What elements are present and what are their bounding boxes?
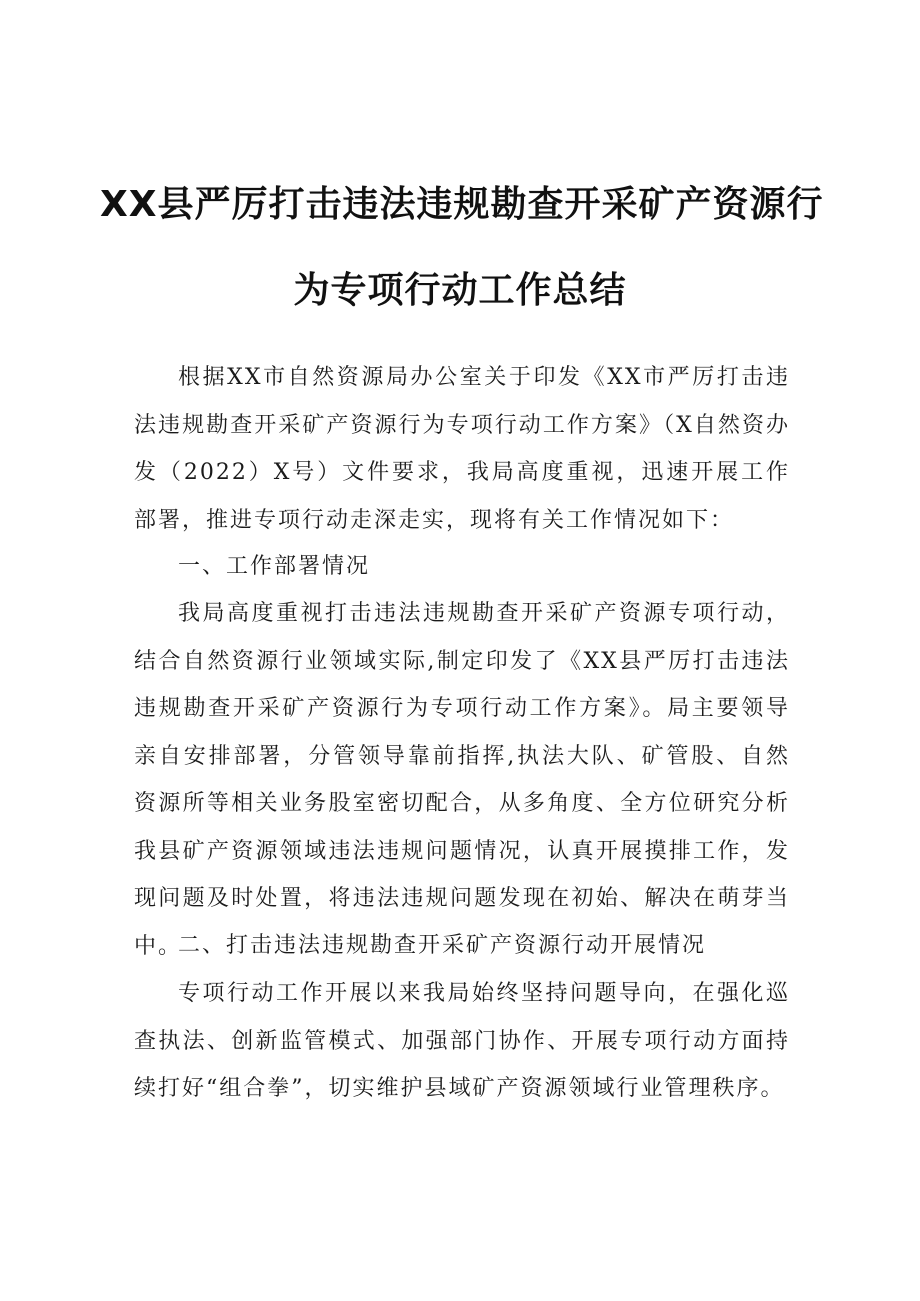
section-2-body-block <box>134 970 790 1113</box>
intro-paragraph: 根据XX市自然资源局办公室关于印发《XX市严厉打击违法违规勘查开采矿产资源行为专项行动工作方案》（X自然资办发（2022）X号）文件要求，我局高度重视，迅速开展工作部署，推进专项行动走深走实，现将有关工作情况如下： <box>134 365 790 533</box>
document-title-line-2: 为专项行动工作总结 <box>293 270 627 311</box>
section-1-body-block <box>134 590 790 970</box>
section-1-body: 我局高度重视打击违法违规勘查开采矿产资源专项行动，结合自然资源行业领域实际,制定印发了《XX县严厉打击违法违规勘查开采矿产资源行为专项行动工作方案》。局主要领导亲自安排部署，分管领导靠前指挥,执法大队、矿管股、自然资源所等相关业务股室密切配合，从多角度、全方位研究分析我县矿产资源领域违法违规问题情况，认真开展摸排工作，发现问题及时处置，将违法违规问题发现在初始、解决在萌芽当中。 <box>134 601 790 959</box>
section-1-heading-block <box>134 543 790 591</box>
section-2-body: 专项行动工作开展以来我局始终坚持问题导向，在强化巡查执法、创新监管模式、加强部门协作、开展专项行动方面持续打好“组合拳”，切实维护县域矿产资源领域行业管理秩序。 <box>134 981 790 1101</box>
section-2-heading: 二、打击违法违规勘查开采矿产资源行动开展情况 <box>178 933 707 958</box>
section-1-heading: 一、工作部署情况 <box>178 554 371 579</box>
section-2-heading-block <box>134 922 790 970</box>
intro-paragraph-block <box>134 354 790 544</box>
document-title-line-1: XX县严厉打击违法违规勘查开采矿产资源行 <box>100 184 824 225</box>
